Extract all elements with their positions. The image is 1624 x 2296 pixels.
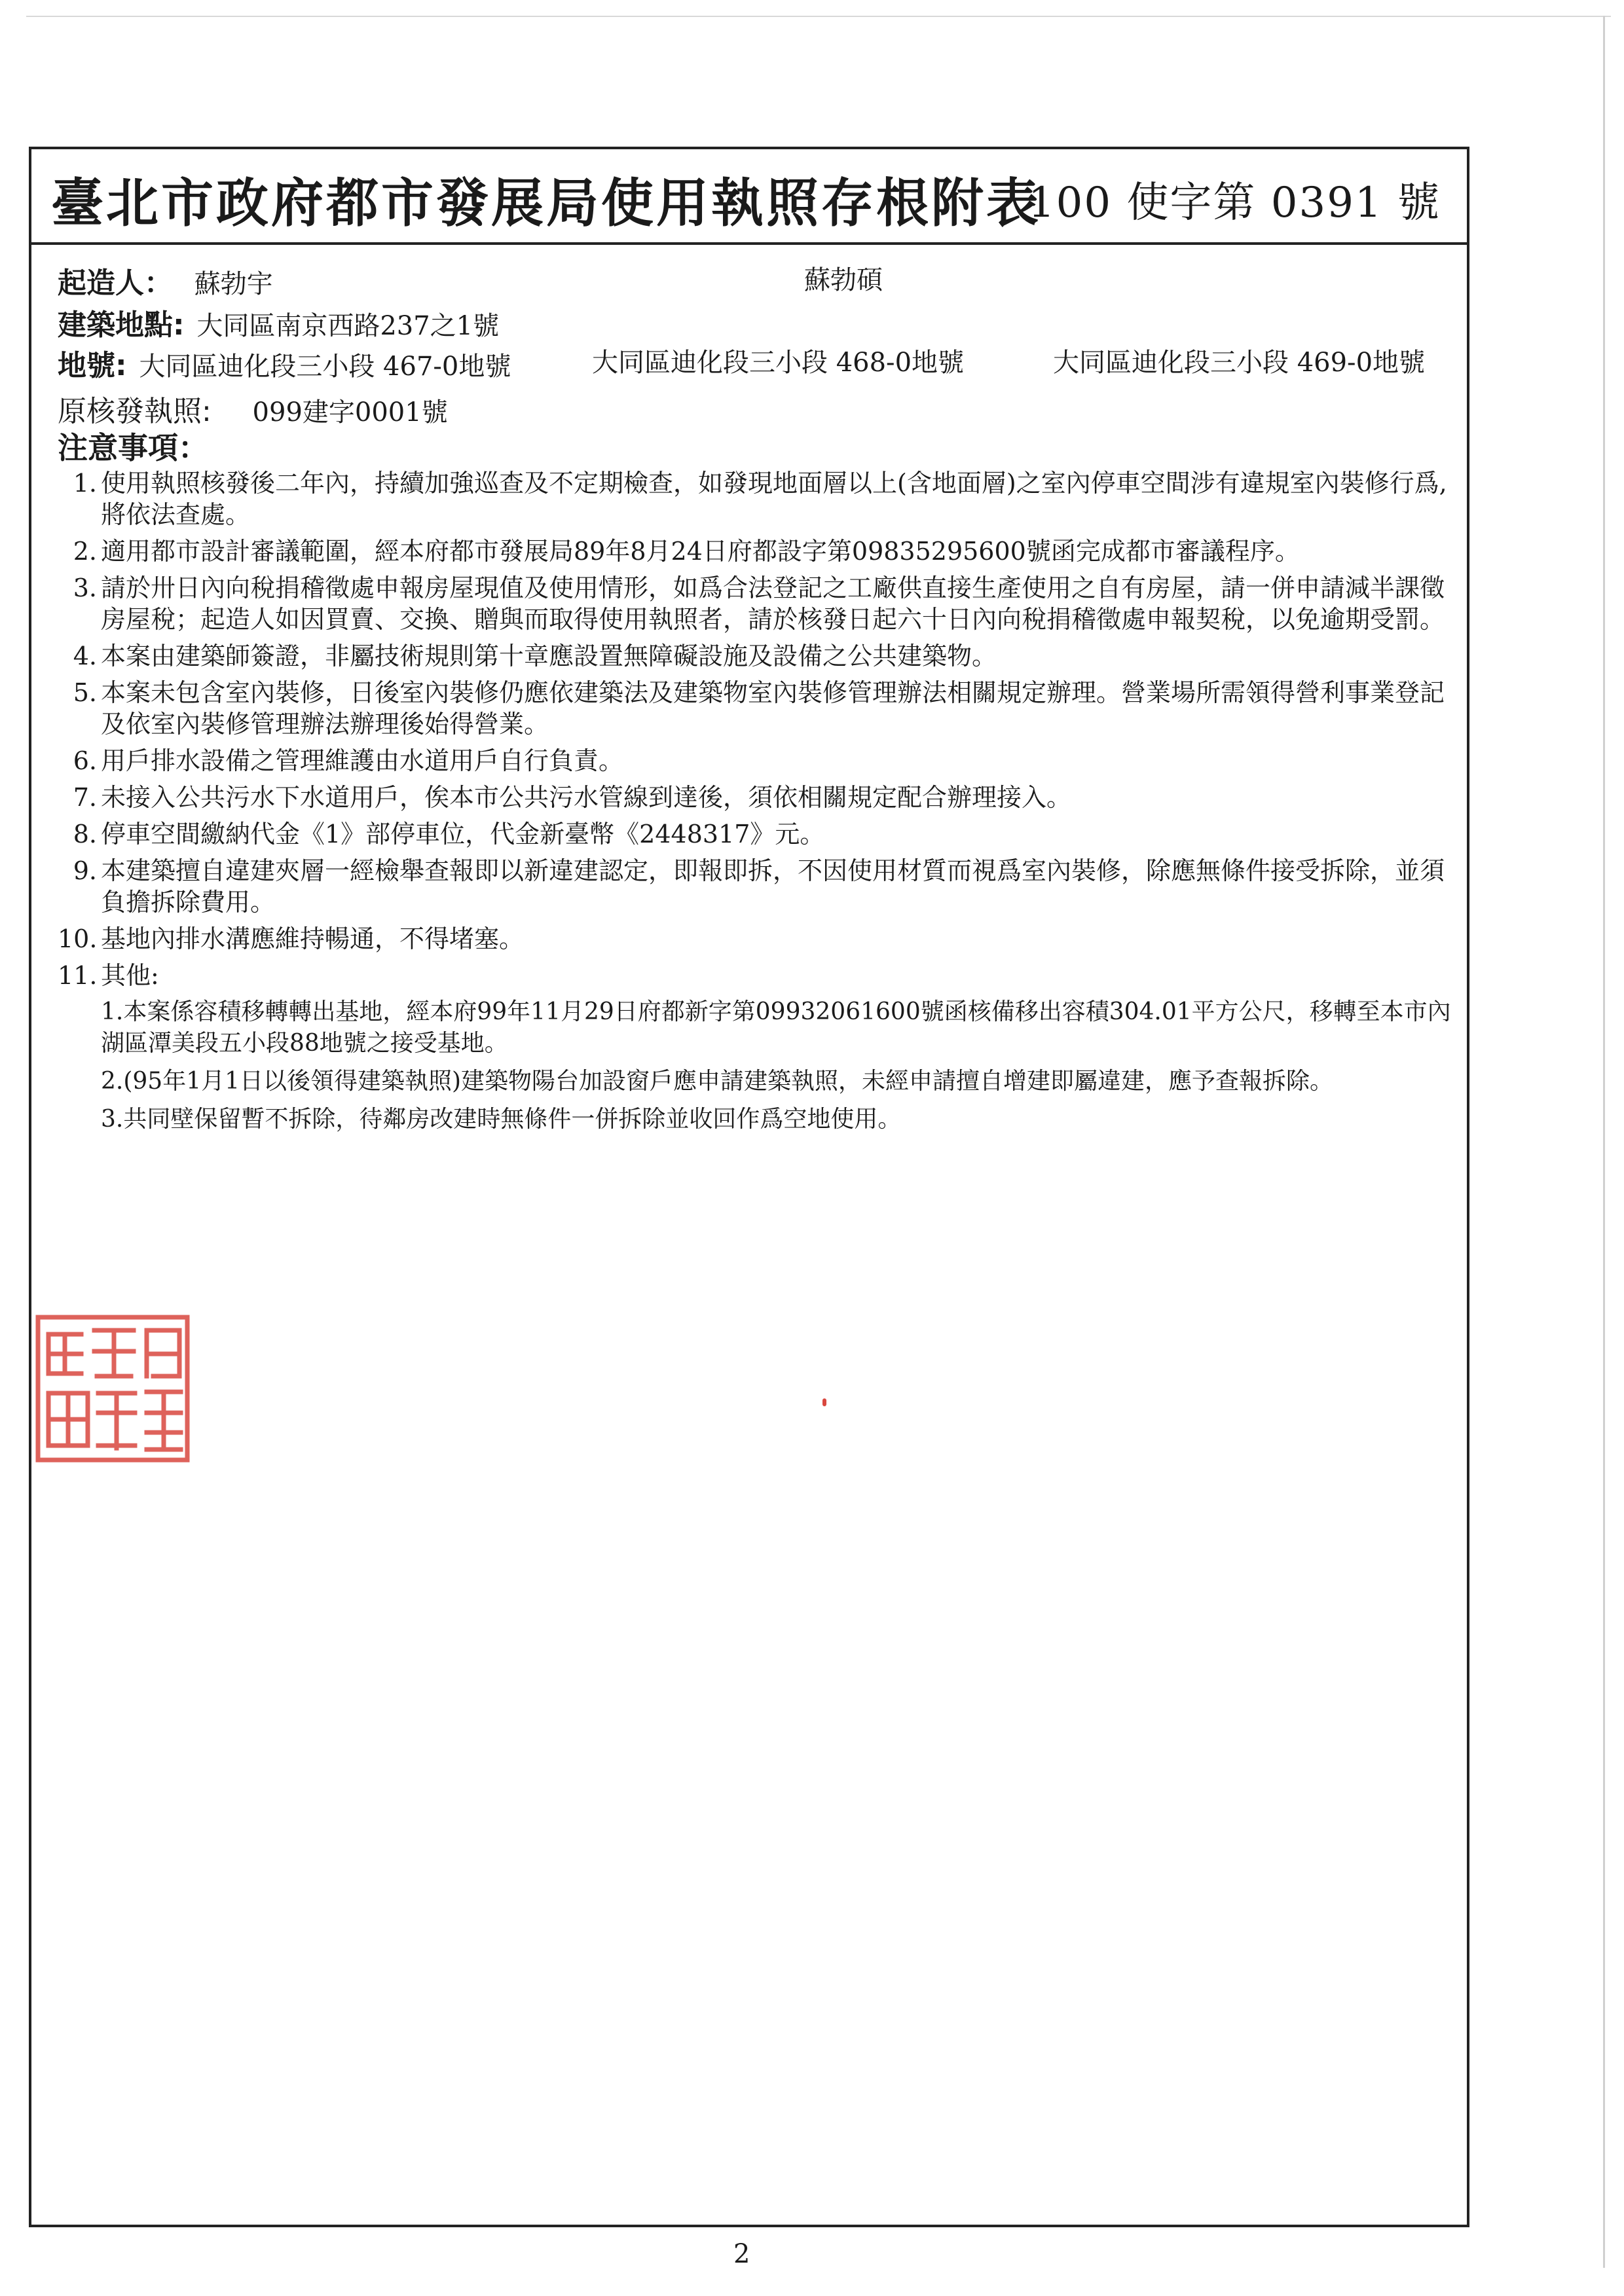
original-license-field xyxy=(58,388,448,429)
note-text: 停車空間繳納代金《1》部停車位，代金新臺幣《2448317》元。 xyxy=(101,820,825,848)
note-item xyxy=(58,572,1452,635)
site-label: 建築地點: xyxy=(58,308,185,342)
note-text: 未接入公共污水下水道用戶，俟本市公共污水管線到達後，須依相關規定配合辦理接入。 xyxy=(101,783,1072,812)
note-number: 8. xyxy=(73,820,97,848)
site-value: 大同區南京西路237之1號 xyxy=(196,311,500,341)
note-item xyxy=(58,745,1452,776)
original-license-label: 原核發執照: xyxy=(58,395,212,428)
note-number: 10. xyxy=(58,924,98,953)
lot-label: 地號: xyxy=(58,349,127,382)
title-row xyxy=(31,149,1467,245)
lot-item-1: 大同區迪化段三小段 467-0地號 xyxy=(139,352,511,382)
note-text: 基地內排水溝應維持暢通，不得堵塞。 xyxy=(101,924,525,953)
note-number: 9. xyxy=(73,856,97,885)
official-seal-stamp xyxy=(35,1315,190,1463)
site-field xyxy=(58,301,499,343)
note-text: 用戶排水設備之管理維護由水道用戶自行負責。 xyxy=(101,746,624,775)
note-number: 4. xyxy=(73,642,97,670)
note-item xyxy=(58,467,1452,530)
other-item: 3.共同壁保留暫不拆除，待鄰房改建時無條件一併拆除並收回作爲空地使用。 xyxy=(101,1106,902,1133)
builder-field xyxy=(58,259,273,301)
note-text: 請於卅日內向稅捐稽徵處申報房屋現值及使用情形，如爲合法登記之工廠供直接生產使用之自有房屋，請一併申請減半課徵房屋稅；起造人如因買賣、交換、贈與而取得使用執照者，請於核發日起六十日內向稅捐稽徵處申報契稅，以免逾期受罰。 xyxy=(101,574,1445,634)
note-number: 2. xyxy=(73,537,97,566)
note-text: 適用都市設計審議範圍，經本府都市發展局89年8月24日府都設字第09835295600號函完成都市審議程序。 xyxy=(101,537,1300,566)
notes-heading: 注意事項： xyxy=(58,430,208,465)
note-item xyxy=(58,923,1452,955)
red-ink-mark xyxy=(822,1398,826,1406)
page-number: 2 xyxy=(733,2239,750,2269)
note-text: 本建築擅自違建夾層一經檢舉查報即以新違建認定，即報即拆，不因使用材質而視爲室內裝修，除應無條件接受拆除，並須負擔拆除費用。 xyxy=(101,856,1445,917)
lot-field xyxy=(58,342,511,384)
seal-strokes xyxy=(38,1317,187,1460)
note-number: 1. xyxy=(73,469,97,498)
note-item xyxy=(58,818,1452,850)
permit-number: 100 使字第 0391 號 xyxy=(1027,179,1441,227)
document-title: 臺北市政府都市發展局使用執照存根附表 xyxy=(51,172,1041,234)
lot-item-3: 大同區迪化段三小段 469-0地號 xyxy=(1053,348,1426,378)
note-item xyxy=(58,677,1452,740)
original-license-value: 099建字0001號 xyxy=(252,397,448,428)
lot-item-2: 大同區迪化段三小段 468-0地號 xyxy=(592,348,965,378)
note-item xyxy=(58,960,1452,991)
note-number: 11. xyxy=(58,961,98,990)
note-text: 本案未包含室內裝修，日後室內裝修仍應依建築法及建築物室內裝修管理辦法相關規定辦理。營業場所需領得營利事業登記及依室內裝修管理辦法辦理後始得營業。 xyxy=(101,678,1445,738)
note-number: 3. xyxy=(73,574,97,602)
notes-list xyxy=(58,467,1452,1142)
other-item: 2.(95年1月1日以後領得建築執照)建築物陽台加設窗戶應申請建築執照，未經申請擅自增建即屬違建，應予查報拆除。 xyxy=(101,1068,1334,1095)
note-text: 本案由建築師簽證，非屬技術規則第十章應設置無障礙設施及設備之公共建築物。 xyxy=(101,642,997,670)
builder-name-2: 蘇勃碩 xyxy=(804,265,883,295)
note-number: 5. xyxy=(73,678,97,707)
note-text: 其他: xyxy=(101,961,159,990)
note-text: 使用執照核發後二年內，持續加強巡查及不定期檢查，如發現地面層以上(含地面層)之室內停車空間涉有違規室內裝修行爲,將依法查處。 xyxy=(101,469,1447,529)
note-number: 6. xyxy=(73,746,97,775)
builder-label: 起造人： xyxy=(58,266,173,300)
note-item xyxy=(58,782,1452,813)
note-item xyxy=(58,855,1452,918)
note-number: 7. xyxy=(73,783,97,812)
note-item xyxy=(58,640,1452,672)
note-item xyxy=(58,536,1452,567)
builder-name-1: 蘇勃宇 xyxy=(194,269,273,299)
scan-edge-right xyxy=(1603,16,1605,2268)
document-frame xyxy=(29,147,1469,2227)
scan-edge-top xyxy=(26,16,1611,17)
other-item: 1.本案係容積移轉轉出基地，經本府99年11月29日府都新字第09932061600號函核備移出容積304.01平方公尺，移轉至本市內湖區潭美段五小段88地號之接受基地。 xyxy=(101,998,1451,1057)
